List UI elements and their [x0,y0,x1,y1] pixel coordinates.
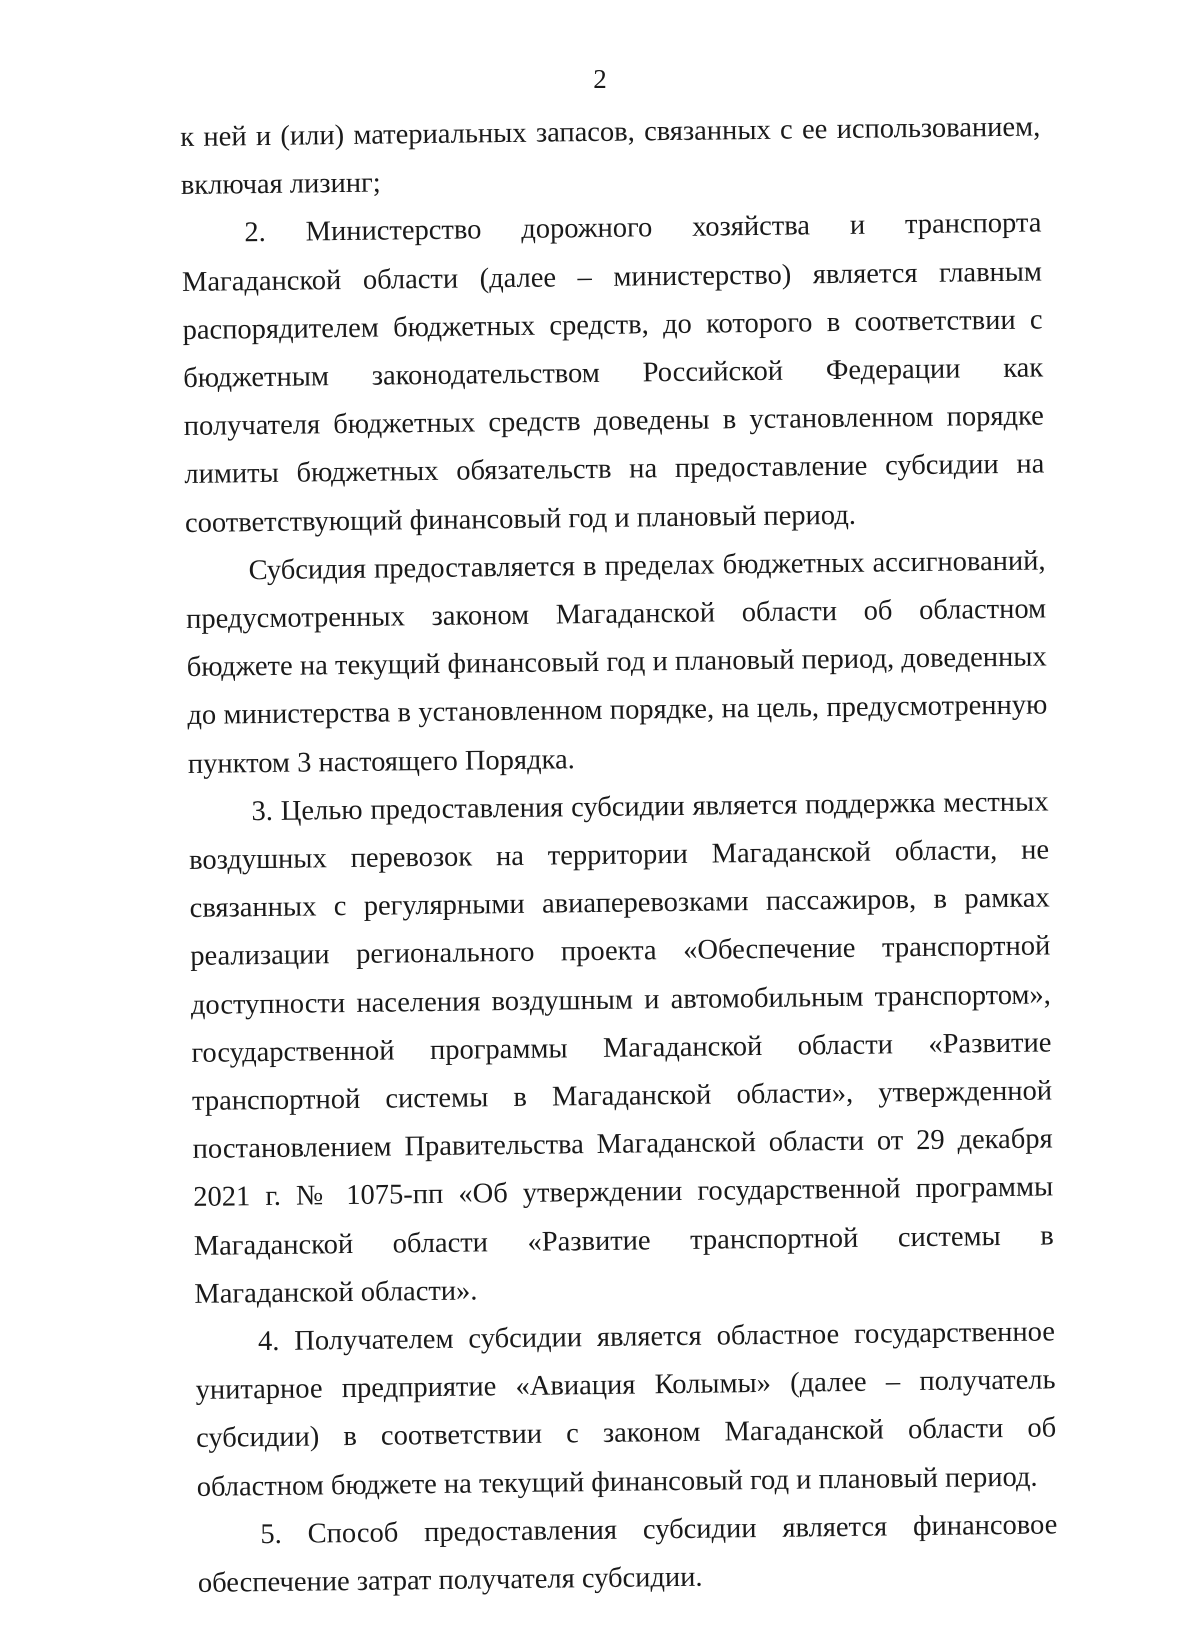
paragraph-continuation: к ней и (или) материальных запасов, связанных с ее использованием, включая лизинг; [180,111,1041,202]
paragraph-item-3: 3. Целью предоставления субсидии является поддержка местных воздушных перевозок на территории Магаданской области, не связанных с регулярными авиаперевозками пассажиров, в рамках реализации регионального проекта «Обеспечение транспортной доступности населения воздушным и автомобильным транспортом», государственной программы Магаданской области «Развитие транспортной системы в Магаданской области», утвержденной постановлением Правительства Магаданской области от 29 декабря 2021 г. № 1075-пп «Об утверждении государственной программы Магаданской области «Развитие транспортной системы в Магаданской области». [188,786,1054,1310]
document-body [180,103,1058,1608]
paragraph-item-2: 2. Министерство дорожного хозяйства и транспорта Магаданской области (далее – министерство) является главным распорядителем бюджетных средств, до которого в соответствии с бюджетным законодательством Российской Федерации как получателя бюджетных средств доведены в установленном порядке лимиты бюджетных обязательств на предоставление субсидии на соответствующий финансовый год и плановый период. [181,207,1045,539]
paragraph-item-5: 5. Способ предоставления субсидии является финансовое обеспечение затрат получателя субсидии. [197,1509,1058,1599]
paragraph-item-4: 4. Получателем субсидии является областное государственное унитарное предприятие «Авиация Колымы» (далее – получатель субсидии) в соответствии с законом Магаданской области об областном бюджете на текущий финансовый год и плановый период. [195,1316,1057,1503]
paragraph-subsidy-limits: Субсидия предоставляется в пределах бюджетных ассигнований, предусмотренных законом Магаданской области об областном бюджете на текущий финансовый год и плановый период, доведенных до министерства в установленном порядке, на цель, предусмотренную пунктом 3 настоящего Порядка. [185,545,1048,780]
page-number: 2 [593,64,607,94]
